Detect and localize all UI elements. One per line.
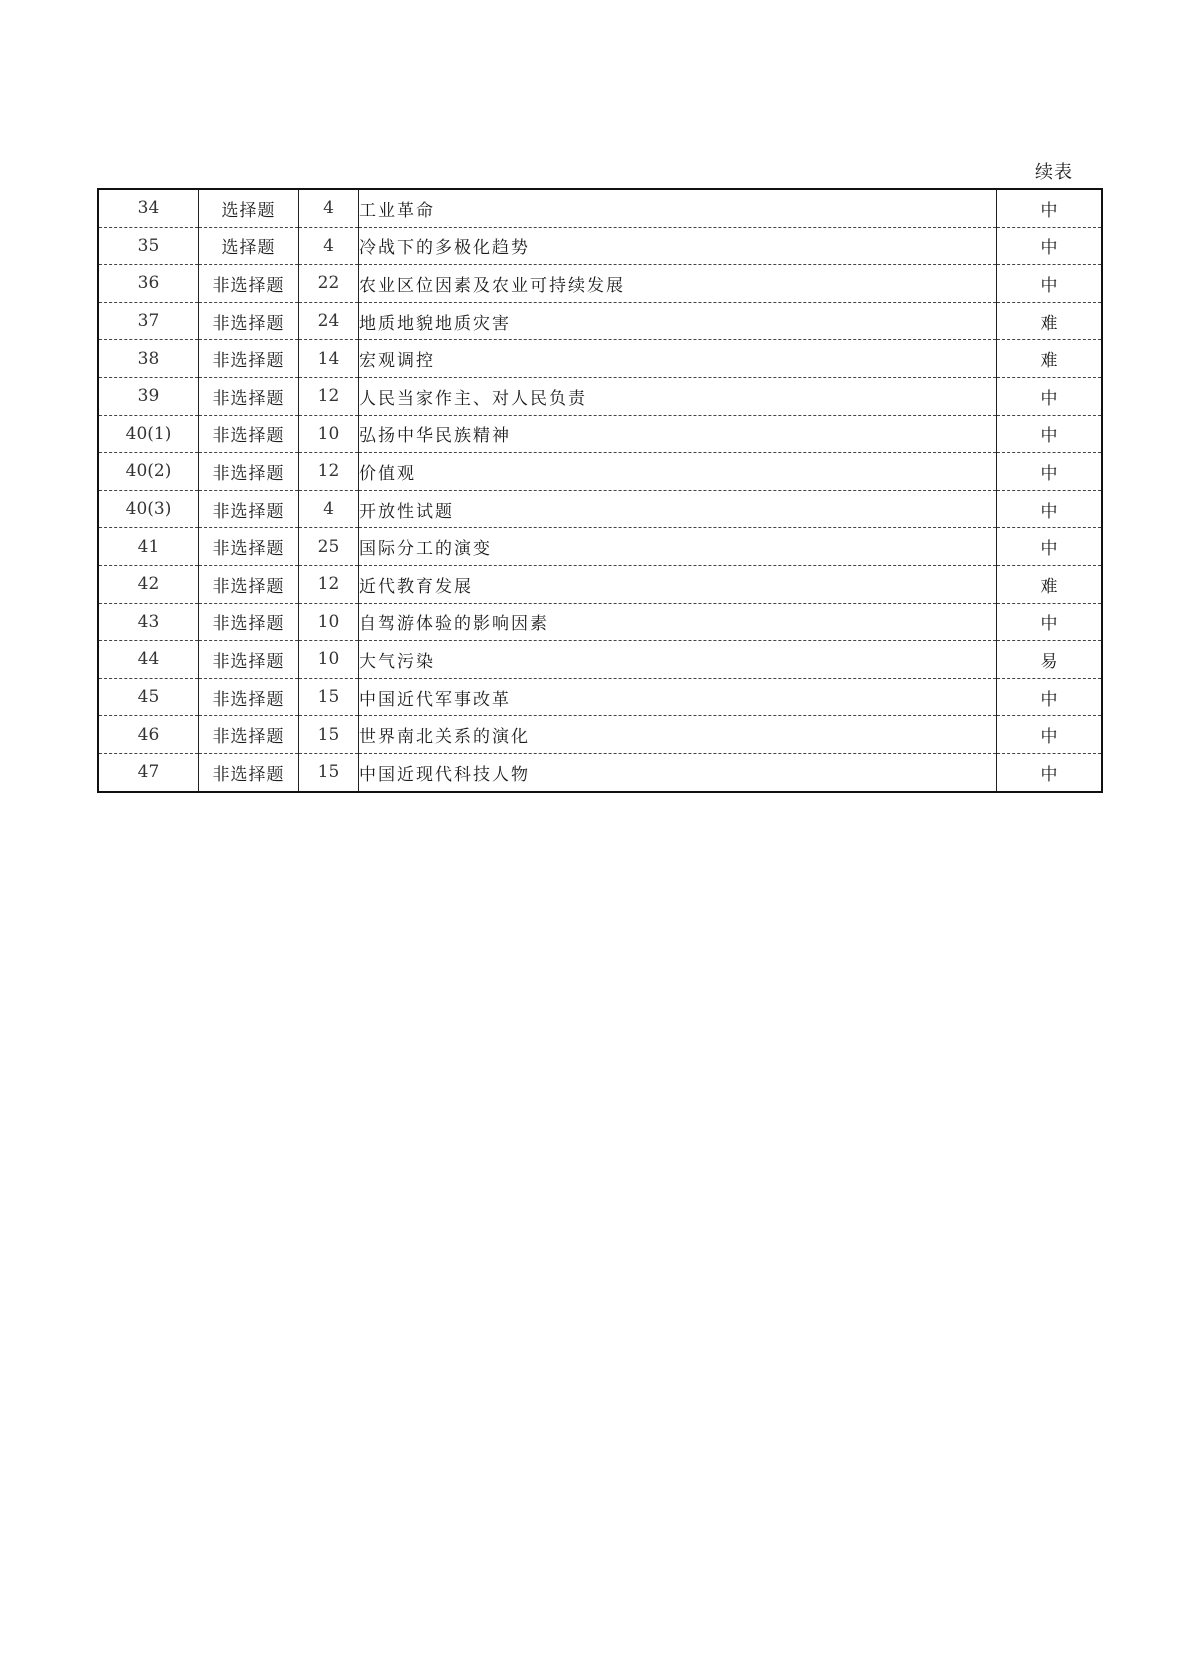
table-row (98, 377, 1102, 415)
topic-cell: 中国近现代科技人物 (359, 753, 997, 791)
table-row (98, 453, 1102, 491)
difficulty-cell: 中 (997, 453, 1103, 491)
score-cell: 10 (299, 641, 359, 679)
question-number-cell: 37 (98, 302, 199, 340)
topic-cell: 冷战下的多极化趋势 (359, 227, 997, 265)
question-number-cell: 40(1) (98, 415, 199, 453)
difficulty-cell: 中 (997, 490, 1103, 528)
score-cell: 15 (299, 753, 359, 791)
score-cell: 12 (299, 377, 359, 415)
question-number-cell: 47 (98, 753, 199, 791)
table-row (98, 528, 1102, 566)
question-type-cell: 非选择题 (199, 678, 299, 716)
topic-cell: 国际分工的演变 (359, 528, 997, 566)
table-row (98, 678, 1102, 716)
question-number-cell: 45 (98, 678, 199, 716)
table-row (98, 603, 1102, 641)
topic-cell: 世界南北关系的演化 (359, 716, 997, 754)
table-caption: 续表 (1035, 162, 1073, 183)
difficulty-cell: 难 (997, 302, 1103, 340)
difficulty-cell: 中 (997, 377, 1103, 415)
score-cell: 25 (299, 528, 359, 566)
difficulty-cell: 中 (997, 678, 1103, 716)
difficulty-cell: 中 (997, 265, 1103, 303)
table-row (98, 565, 1102, 603)
table-row (98, 716, 1102, 754)
question-type-cell: 非选择题 (199, 340, 299, 378)
question-number-cell: 38 (98, 340, 199, 378)
question-type-cell: 选择题 (199, 227, 299, 265)
difficulty-cell: 中 (997, 753, 1103, 791)
topic-cell: 工业革命 (359, 189, 997, 227)
question-type-cell: 非选择题 (199, 716, 299, 754)
table-body (98, 189, 1102, 792)
question-number-cell: 43 (98, 603, 199, 641)
difficulty-cell: 中 (997, 415, 1103, 453)
topic-cell: 人民当家作主、对人民负责 (359, 377, 997, 415)
table-row (98, 265, 1102, 303)
question-number-cell: 35 (98, 227, 199, 265)
score-cell: 15 (299, 678, 359, 716)
question-type-cell: 非选择题 (199, 528, 299, 566)
question-type-cell: 非选择题 (199, 753, 299, 791)
score-cell: 12 (299, 565, 359, 603)
question-type-cell: 非选择题 (199, 302, 299, 340)
topic-cell: 价值观 (359, 453, 997, 491)
score-cell: 22 (299, 265, 359, 303)
topic-cell: 宏观调控 (359, 340, 997, 378)
score-cell: 12 (299, 453, 359, 491)
score-cell: 4 (299, 189, 359, 227)
question-type-cell: 非选择题 (199, 415, 299, 453)
table-row (98, 189, 1102, 227)
question-number-cell: 46 (98, 716, 199, 754)
topic-cell: 地质地貌地质灾害 (359, 302, 997, 340)
question-analysis-table (97, 188, 1103, 793)
difficulty-cell: 易 (997, 641, 1103, 679)
difficulty-cell: 中 (997, 227, 1103, 265)
score-cell: 24 (299, 302, 359, 340)
question-number-cell: 41 (98, 528, 199, 566)
question-number-cell: 34 (98, 189, 199, 227)
difficulty-cell: 中 (997, 603, 1103, 641)
table-row (98, 340, 1102, 378)
question-number-cell: 36 (98, 265, 199, 303)
question-type-cell: 非选择题 (199, 377, 299, 415)
table-row (98, 753, 1102, 791)
topic-cell: 大气污染 (359, 641, 997, 679)
topic-cell: 自驾游体验的影响因素 (359, 603, 997, 641)
score-cell: 14 (299, 340, 359, 378)
question-number-cell: 42 (98, 565, 199, 603)
difficulty-cell: 中 (997, 716, 1103, 754)
question-number-cell: 40(3) (98, 490, 199, 528)
topic-cell: 弘扬中华民族精神 (359, 415, 997, 453)
question-number-cell: 39 (98, 377, 199, 415)
score-cell: 15 (299, 716, 359, 754)
question-type-cell: 非选择题 (199, 265, 299, 303)
question-type-cell: 非选择题 (199, 603, 299, 641)
table-row (98, 227, 1102, 265)
question-type-cell: 非选择题 (199, 641, 299, 679)
table-row (98, 302, 1102, 340)
question-type-cell: 选择题 (199, 189, 299, 227)
question-type-cell: 非选择题 (199, 453, 299, 491)
question-number-cell: 40(2) (98, 453, 199, 491)
score-cell: 10 (299, 603, 359, 641)
score-cell: 4 (299, 490, 359, 528)
score-cell: 4 (299, 227, 359, 265)
topic-cell: 近代教育发展 (359, 565, 997, 603)
difficulty-cell: 中 (997, 528, 1103, 566)
topic-cell: 开放性试题 (359, 490, 997, 528)
table-row (98, 490, 1102, 528)
difficulty-cell: 难 (997, 340, 1103, 378)
table-row (98, 415, 1102, 453)
topic-cell: 中国近代军事改革 (359, 678, 997, 716)
difficulty-cell: 中 (997, 189, 1103, 227)
question-number-cell: 44 (98, 641, 199, 679)
table-row (98, 641, 1102, 679)
difficulty-cell: 难 (997, 565, 1103, 603)
score-cell: 10 (299, 415, 359, 453)
topic-cell: 农业区位因素及农业可持续发展 (359, 265, 997, 303)
question-type-cell: 非选择题 (199, 490, 299, 528)
question-type-cell: 非选择题 (199, 565, 299, 603)
